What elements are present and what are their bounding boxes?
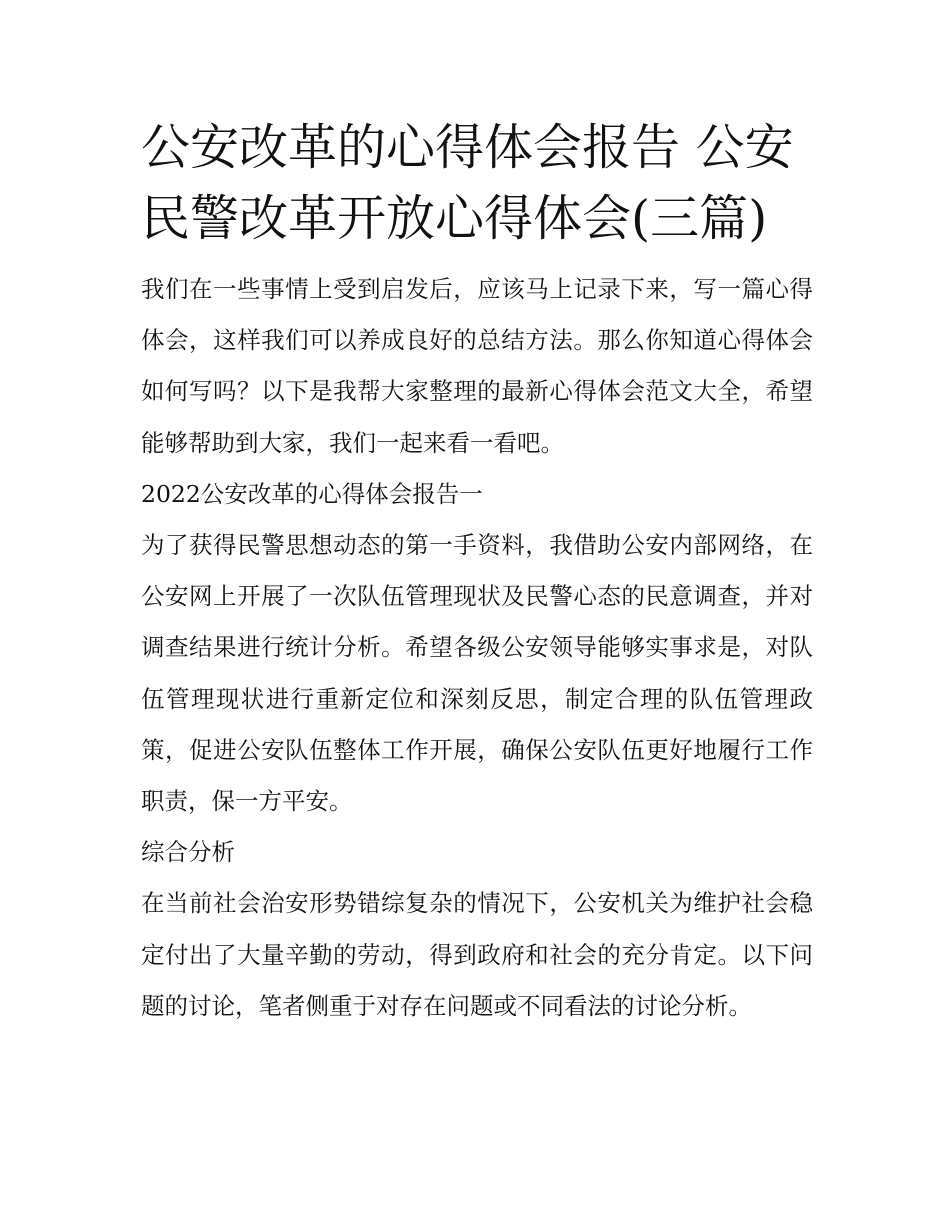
intro-paragraph: 我们在一些事情上受到启发后，应该马上记录下来，写一篇心得体会，这样我们可以养成良好的总结方法。那么你知道心得体会如何写吗？以下是我帮大家整理的最新心得体会范文大全，希望能够帮助到大家，我们一起来看一看吧。 — [141, 275, 813, 457]
body-paragraph-2: 在当前社会治安形势错综复杂的情况下，公安机关为维护社会稳定付出了大量辛勤的劳动，得到政府和社会的充分肯定。以下问题的讨论，笔者侧重于对存在问题或不同看法的讨论分析。 — [141, 889, 813, 1020]
document-title: 公安改革的心得体会报告 公安民警改革开放心得体会(三篇) — [141, 119, 794, 247]
document-page — [141, 112, 813, 1032]
subheading: 综合分析 — [141, 838, 235, 867]
body-paragraph-1: 为了获得民警思想动态的第一手资料，我借助公安内部网络，在公安网上开展了一次队伍管理现状及民警心态的民意调查，并对调查结果进行统计分析。希望各级公安领导能够实事求是，对队伍管理现状进行重新定位和深刻反思，制定合理的队伍管理政策，促进公安队伍整体工作开展，确保公安队伍更好地履行工作职责，保一方平安。 — [141, 531, 813, 816]
section-heading: 2022公安改革的心得体会报告一 — [141, 479, 483, 508]
